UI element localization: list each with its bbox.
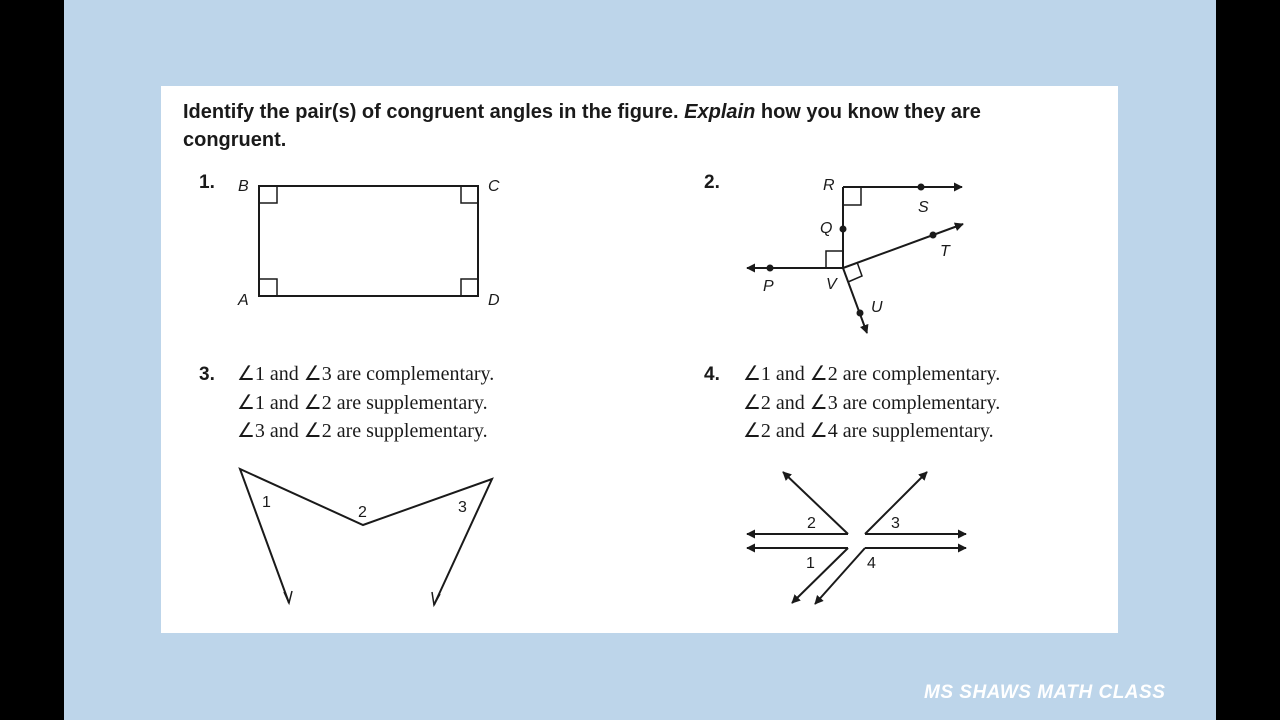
angle-label-1: 1: [806, 555, 815, 572]
figure-2-rays: [747, 187, 963, 333]
point-label-v: V: [826, 276, 837, 293]
angle-label-4: 4: [867, 555, 876, 572]
figure-1-rectangle: [259, 186, 478, 296]
problem-4-number: 4.: [704, 364, 720, 385]
right-angle-mark: [826, 251, 843, 268]
ray-vu: [843, 268, 867, 333]
point-q: [840, 226, 847, 233]
point-label-t: T: [940, 243, 950, 260]
statement: ∠1 and ∠2 are complementary.: [743, 363, 1001, 385]
instructions-text-2: how you know they are congruent.: [183, 101, 981, 151]
figure-4-angles: [747, 472, 966, 604]
m-shape: [240, 469, 492, 605]
right-angle-mark: [259, 279, 277, 296]
channel-watermark: MS SHAWS MATH CLASS: [924, 682, 1166, 703]
statement: ∠3 and ∠2 are supplementary.: [237, 420, 488, 442]
point-label-c: C: [488, 178, 500, 195]
problem-3-number: 3.: [199, 364, 215, 385]
statement: ∠1 and ∠2 are supplementary.: [237, 391, 488, 414]
rectangle-abcd: [259, 186, 478, 296]
statement: ∠2 and ∠4 are supplementary.: [743, 420, 994, 442]
instructions-emphasis: Explain: [684, 101, 756, 123]
point-label-b: B: [238, 178, 249, 195]
instructions-text: Identify the pair(s) of congruent angles in the figure.: [183, 101, 679, 123]
problem-1-number: 1.: [199, 172, 215, 193]
angle-label-2: 2: [358, 504, 367, 521]
point-u: [857, 310, 864, 317]
point-label-r: R: [823, 177, 835, 194]
right-angle-mark: [843, 187, 861, 205]
right-angle-mark: [461, 186, 478, 203]
point-label-q: Q: [820, 220, 833, 237]
angle-label-2: 2: [807, 515, 816, 532]
right-angle-mark: [461, 279, 478, 296]
point-label-s: S: [918, 199, 929, 216]
statement: ∠2 and ∠3 are complementary.: [743, 391, 1001, 414]
point-p: [767, 265, 774, 272]
point-label-a: A: [238, 292, 249, 309]
figure-3-angles: [240, 469, 492, 605]
point-label-d: D: [488, 292, 500, 309]
point-t: [930, 232, 937, 239]
angle-label-1: 1: [262, 494, 271, 511]
point-label-u: U: [871, 299, 883, 316]
figure-2-points: [767, 184, 937, 317]
right-angle-mark: [259, 186, 277, 203]
point-s: [918, 184, 925, 191]
problem-2-number: 2.: [704, 172, 720, 193]
angle-label-3: 3: [891, 515, 900, 532]
point-label-p: P: [763, 278, 774, 295]
statement: ∠1 and ∠3 are complementary.: [237, 363, 495, 385]
angle-label-3: 3: [458, 499, 467, 516]
